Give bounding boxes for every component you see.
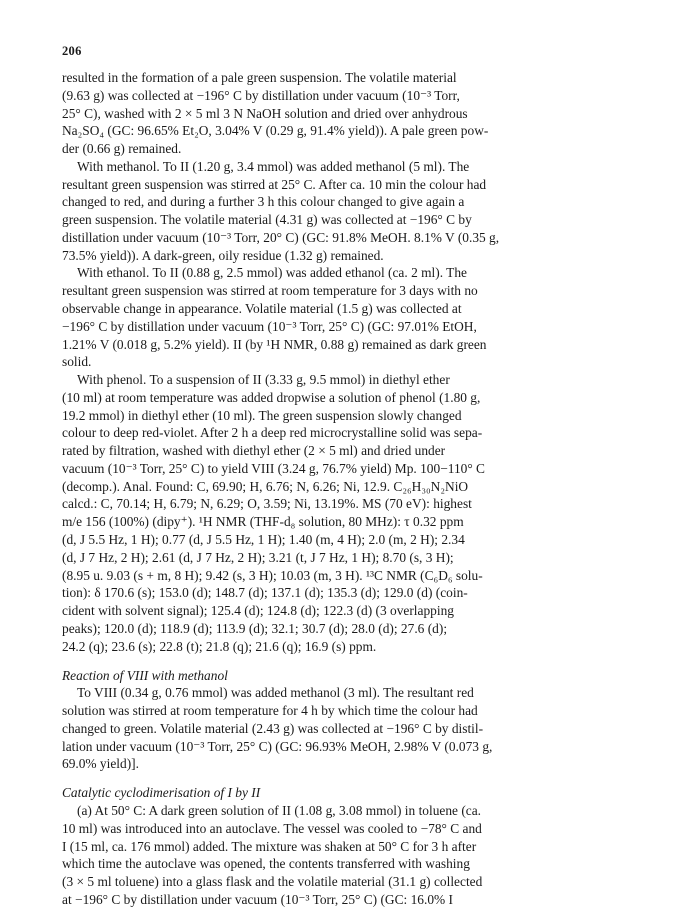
text-line: resultant green suspension was stirred at 25° C. After ca. 10 min the colour had bbox=[62, 177, 487, 192]
text-line: solid. bbox=[62, 354, 92, 369]
text-line: With methanol. To II (1.20 g, 3.4 mmol) was added methanol (5 ml). The bbox=[77, 159, 470, 174]
text-line: I (15 ml, ca. 176 mmol) added. The mixture was shaken at 50° C for 3 h after bbox=[62, 839, 477, 854]
page-number: 206 bbox=[62, 44, 82, 58]
text-line: at −196° C by distillation under vacuum (10⁻³ Torr, 25° C) (GC: 16.0% I bbox=[62, 892, 453, 907]
text-line: resulted in the formation of a pale green suspension. The volatile material bbox=[62, 70, 457, 85]
text-line: vacuum (10⁻³ Torr, 25° C) to yield VIII (3.24 g, 76.7% yield) Mp. 100−110° C bbox=[62, 461, 485, 476]
text-line: (10 ml) at room temperature was added dropwise a solution of phenol (1.80 g, bbox=[62, 390, 481, 405]
text-line: green suspension. The volatile material (4.31 g) was collected at −196° C by bbox=[62, 212, 472, 227]
text-line: (d, J 5.5 Hz, 1 H); 0.77 (d, J 5.5 Hz, 1 H); 1.40 (m, 4 H); 2.0 (m, 2 H); 2.34 bbox=[62, 532, 465, 547]
text-line: −196° C by distillation under vacuum (10⁻³ Torr, 25° C) (GC: 97.01% EtOH, bbox=[62, 319, 477, 334]
text-line: 69.0% yield)]. bbox=[62, 756, 139, 771]
text-line: 24.2 (q); 23.6 (s); 22.8 (t); 21.8 (q); 21.6 (q); 16.9 (s) ppm. bbox=[62, 639, 377, 654]
text-line: With ethanol. To II (0.88 g, 2.5 mmol) was added ethanol (ca. 2 ml). The bbox=[77, 265, 467, 280]
text-line: der (0.66 g) remained. bbox=[62, 141, 182, 156]
text-line: solution was stirred at room temperature for 4 h by which time the colour had bbox=[62, 703, 478, 718]
text-line: Na₂SO₄ (GC: 96.65% Et₂O, 3.04% V (0.29 g, 91.4% yield)). A pale green pow- bbox=[62, 123, 489, 138]
text-line: changed to green. Volatile material (2.43 g) was collected at −196° C by distil- bbox=[62, 721, 484, 736]
text-line: lation under vacuum (10⁻³ Torr, 25° C) (GC: 96.93% MeOH, 2.98% V (0.073 g, bbox=[62, 739, 493, 754]
text-line: 25° C), washed with 2 × 5 ml 3 N NaOH solution and dried over anhydrous bbox=[62, 106, 468, 121]
text-line: resultant green suspension was stirred at room temperature for 3 days with no bbox=[62, 283, 478, 298]
section-heading: Reaction of VIII with methanol bbox=[62, 668, 228, 683]
text-line: (8.95 u. 9.03 (s + m, 8 H); 9.42 (s, 3 H); 10.03 (m, 3 H). ¹³C NMR (C₆D₆ solu- bbox=[62, 568, 483, 583]
text-line: calcd.: C, 70.14; H, 6.79; N, 6.29; O, 3.59; Ni, 13.19%. MS (70 eV): highest bbox=[62, 496, 472, 511]
text-line: m/e 156 (100%) (dipy⁺). ¹H NMR (THF-d₈ solution, 80 MHz): τ 0.32 ppm bbox=[62, 514, 464, 529]
text-line: With phenol. To a suspension of II (3.33 g, 9.5 mmol) in diethyl ether bbox=[77, 372, 450, 387]
text-line: which time the autoclave was opened, the contents transferred with washing bbox=[62, 856, 470, 871]
text-line: distillation under vacuum (10⁻³ Torr, 20° C) (GC: 91.8% MeOH. 8.1% V (0.35 g, bbox=[62, 230, 500, 245]
text-line: colour to deep red-violet. After 2 h a deep red microcrystalline solid was sepa- bbox=[62, 425, 483, 440]
text-line: 19.2 mmol) in diethyl ether (10 ml). The green suspension slowly changed bbox=[62, 408, 462, 423]
text-line: (d, J 7 Hz, 2 H); 2.61 (d, J 7 Hz, 2 H); 3.21 (t, J 7 Hz, 1 H); 8.70 (s, 3 H); bbox=[62, 550, 454, 565]
text-line: To VIII (0.34 g, 0.76 mmol) was added methanol (3 ml). The resultant red bbox=[77, 685, 474, 700]
text-line: (3 × 5 ml toluene) into a glass flask and the volatile material (31.1 g) collected bbox=[62, 874, 483, 889]
text-line: changed to red, and during a further 3 h this colour changed to give again a bbox=[62, 194, 465, 209]
text-line: tion): δ 170.6 (s); 153.0 (d); 148.7 (d); 137.1 (d); 135.3 (d); 129.0 (d) (coin- bbox=[62, 585, 468, 600]
text-line: 73.5% yield)). A dark-green, oily residue (1.32 g) remained. bbox=[62, 248, 384, 263]
text-line: (9.63 g) was collected at −196° C by distillation under vacuum (10⁻³ Torr, bbox=[62, 88, 460, 103]
text-line: observable change in appearance. Volatile material (1.5 g) was collected at bbox=[62, 301, 462, 316]
text-line: cident with solvent signal); 125.4 (d); 124.8 (d); 122.3 (d) (3 overlapping bbox=[62, 603, 454, 618]
text-line: (a) At 50° C: A dark green solution of II (1.08 g, 3.08 mmol) in toluene (ca. bbox=[77, 803, 482, 818]
text-line: rated by filtration, washed with diethyl ether (2 × 5 ml) and dried under bbox=[62, 443, 446, 458]
text-line: peaks); 120.0 (d); 118.9 (d); 113.9 (d); 32.1; 30.7 (d); 28.0 (d); 27.6 (d); bbox=[62, 621, 448, 636]
section-heading: Catalytic cyclodimerisation of I by II bbox=[62, 785, 261, 800]
text-line: 1.21% V (0.018 g, 5.2% yield). II (by ¹H NMR, 0.88 g) remained as dark green bbox=[62, 337, 487, 352]
text-line: (decomp.). Anal. Found: C, 69.90; H, 6.76; N, 6.26; Ni, 12.9. C₂₆H₃₀N₂NiO bbox=[62, 479, 469, 494]
text-line: 10 ml) was introduced into an autoclave. The vessel was cooled to −78° C and bbox=[62, 821, 482, 836]
